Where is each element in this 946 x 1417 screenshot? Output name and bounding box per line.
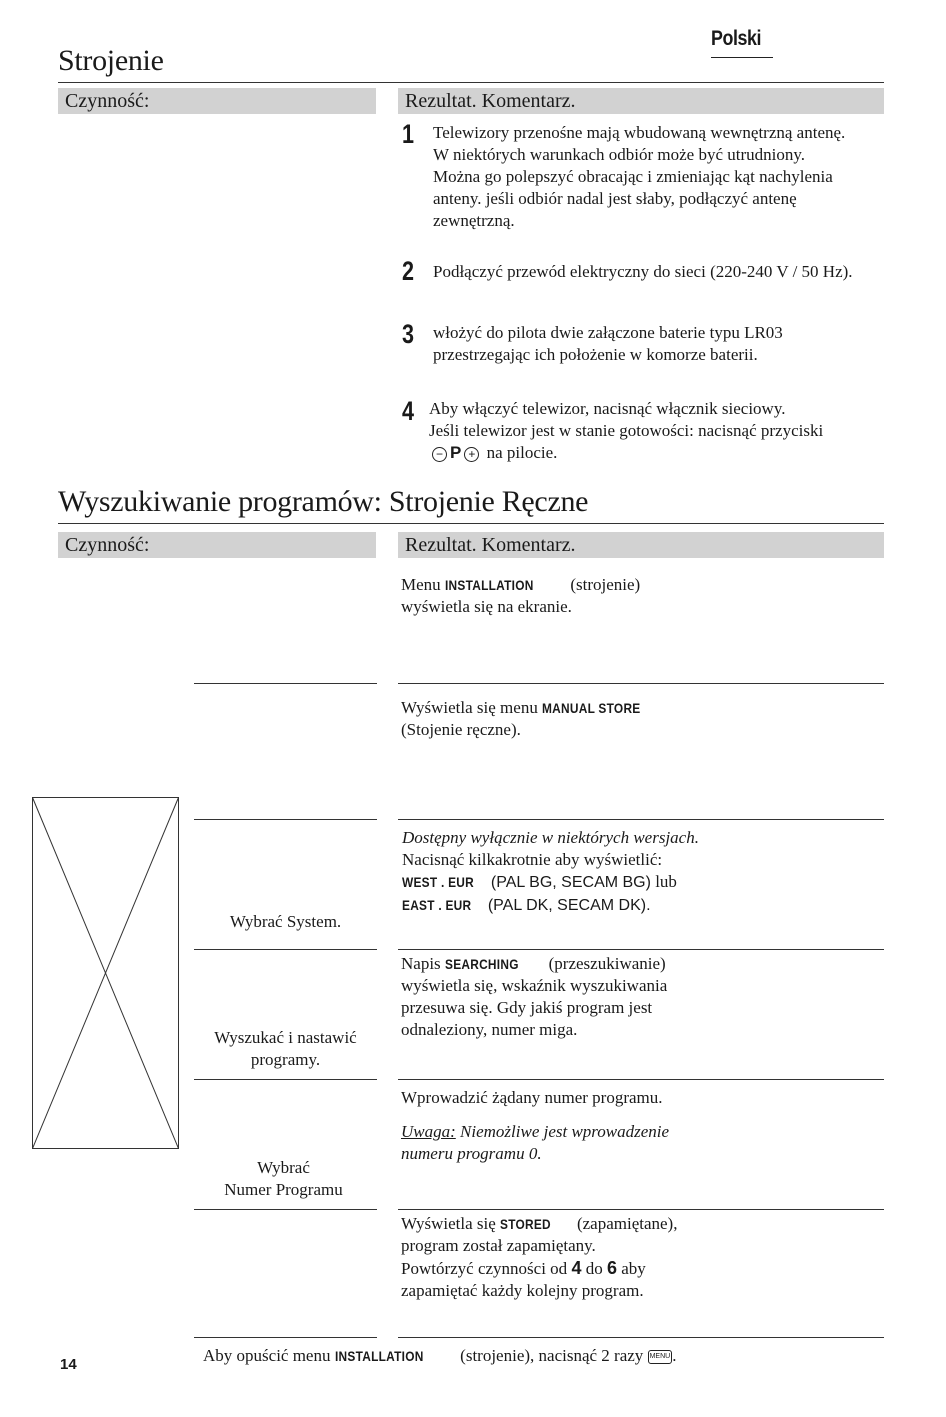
row-divider-action [194,819,377,820]
row-divider-result [398,1079,884,1080]
step-number: 3 [402,319,415,349]
result-stored: Wyświetla się STORED (zapamiętane), program został zapamiętany. Powtórzyć czynności od 4 do 6 aby zapamiętać każdy kolejny program. [401,1214,678,1300]
result-searching: Napis SEARCHING (przeszukiwanie) wyświetla się, wskaźnik wyszukiwania przesuwa się. Gdy jakiś program jest odnaleziony, numer miga. [401,954,668,1039]
minus-icon: − [432,447,447,462]
row-divider-action [194,683,377,684]
column-header-result: Rezultat. Komentarz. [398,532,884,558]
step-text: Aby włączyć telewizor, nacisnąć włącznik sieciowy. Jeśli telewizor jest w stanie gotowości: nacisnąć przyciski − P + na pilocie. [429,399,824,462]
action-select-system: Wybrać System. [229,912,342,931]
row-divider-action [194,1209,377,1210]
row-divider-result [398,949,884,950]
column-header-action: Czynność: [58,532,376,558]
section-rule [58,82,884,83]
row-divider-result [398,1209,884,1210]
result-installation-menu: Menu INSTALLATION (strojenie) wyświetla się na ekranie. [401,575,641,616]
menu-button-icon: MENU [648,1350,673,1364]
step-number: 2 [402,256,415,286]
step-number: 1 [402,119,415,149]
result-select-system: Dostępny wyłącznie w niektórych wersjach. Nacisnąć kilkakrotnie aby wyświetlić: WEST . EUR (PAL BG, SECAM BG) lub EAST . EUR (PAL DK, SECAM DK). [402,828,699,914]
image-placeholder [32,797,179,1149]
row-divider-action [194,949,377,950]
step-number: 4 [402,396,415,426]
program-key-label: P [450,443,462,462]
language-underline [711,57,773,58]
column-header-action: Czynność: [58,88,376,114]
language-label: Polski [711,27,762,50]
result-manual-store: Wyświetla się menu MANUAL STORE (Stojenie ręczne). [401,698,641,739]
row-divider-action [194,1337,377,1338]
section-title-manual-tuning: Wyszukiwanie programów: Strojenie Ręczne [58,485,589,518]
step-text: włożyć do pilota dwie załączone baterie typu LR03 przestrzegając ich położenie w komorze baterii. [433,323,783,364]
page-number: 14 [60,1356,77,1373]
section-rule [58,523,884,524]
action-search-programs: Wyszukać i nastawić programy. [214,1028,357,1069]
exit-menu-instruction: Aby opuścić menu INSTALLATION (strojenie), nacisnąć 2 razy MENU . [203,1346,677,1365]
step-text: Podłączyć przewód elektryczny do sieci (220-240 V / 50 Hz). [433,262,853,281]
row-divider-result [398,1337,884,1338]
result-program-number: Wprowadzić żądany numer programu. Uwaga: Niemożliwe jest wprowadzenie numeru programu 0. [401,1088,670,1163]
column-header-result: Rezultat. Komentarz. [398,88,884,114]
row-divider-result [398,683,884,684]
section-title-tuning: Strojenie [58,44,164,77]
step-text: Telewizory przenośne mają wbudowaną wewnętrzną antenę. W niektórych warunkach odbiór może być utrudniony. Można go polepszyć obracając i zmieniając kąt nachylenia anteny. jeśli odbiór nadal jest słaby, podłączyć antenę zewnętrzną. [433,123,846,230]
row-divider-result [398,819,884,820]
action-select-program-number: Wybrać Numer Programu [224,1158,343,1199]
row-divider-action [194,1079,377,1080]
plus-icon: + [464,447,479,462]
